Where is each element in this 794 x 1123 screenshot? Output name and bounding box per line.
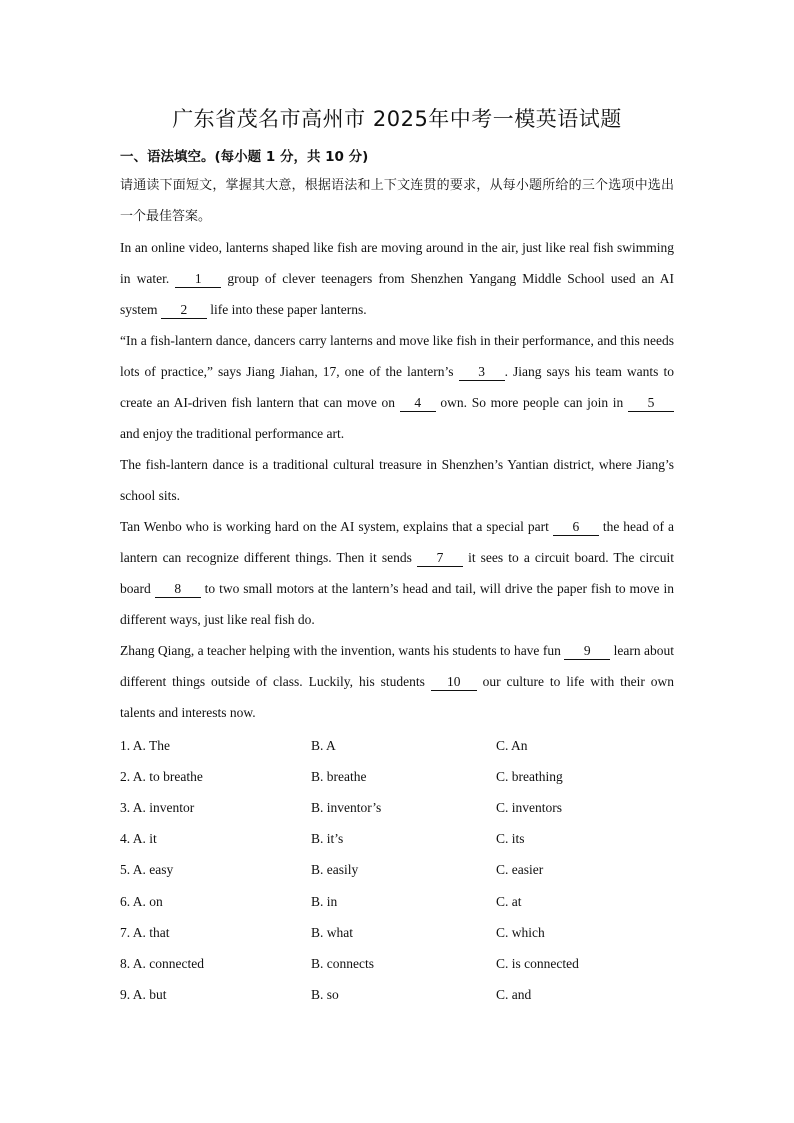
paragraph-5 xyxy=(120,635,674,728)
option-a: 5. A. easy xyxy=(120,862,174,878)
p5-text-c: our culture to life with their own talents and interests now. xyxy=(120,674,674,720)
p2-text-a: “In a fish-lantern dance, dancers carry lanterns and move like fish in their performance, and this needs lots of practice,” says Jiang Jiahan, 17, one of the lantern’s xyxy=(120,333,674,379)
passage xyxy=(120,170,674,728)
option-a: 1. A. The xyxy=(120,737,170,753)
option-c: C. and xyxy=(496,987,532,1003)
paragraph-3: The fish-lantern dance is a traditional cultural treasure in Shenzhen’s Yantian district, where Jiang’s school sits. xyxy=(120,457,674,503)
option-a: 4. A. it xyxy=(120,831,157,847)
p4-text-c: it sees to a circuit board. The circuit board xyxy=(120,550,674,596)
p2-text-d: and enjoy the traditional performance art. xyxy=(120,426,345,441)
option-c: C. is connected xyxy=(496,955,579,971)
option-a: 3. A. inventor xyxy=(120,799,195,815)
option-c: C. easier xyxy=(496,862,544,878)
p5-text-b: learn about different things outside of class. Luckily, his students xyxy=(120,643,674,689)
option-row xyxy=(120,980,680,1011)
instruction-text: 请通读下面短文，掌握其大意，根据语法和上下文连贯的要求，从每小题所给的三个选项中选出一个最佳答案。 xyxy=(120,178,674,224)
option-row xyxy=(120,792,680,823)
p1-text-a: In an online video, lanterns shaped like fish are moving around in the air, just like real fish swimming in water. xyxy=(120,240,674,286)
option-c: C. breathing xyxy=(496,768,563,784)
paragraph-1 xyxy=(120,232,674,325)
option-c: C. at xyxy=(496,893,522,909)
page-title: 广东省茂名市高州市 2025年中考一模英语试题 xyxy=(172,107,622,131)
option-b: B. what xyxy=(311,924,353,940)
p1-text-c: life into these paper lanterns. xyxy=(206,302,367,317)
option-b: B. inventor’s xyxy=(311,799,382,815)
blank-6: 6 xyxy=(553,519,599,536)
blank-7: 7 xyxy=(417,550,463,567)
option-a: 7. A. that xyxy=(120,924,170,940)
option-row xyxy=(120,761,680,792)
blank-2: 2 xyxy=(161,302,207,319)
option-a: 8. A. connected xyxy=(120,955,204,971)
option-row xyxy=(120,917,680,948)
option-a: 9. A. but xyxy=(120,987,167,1003)
p4-text-a: Tan Wenbo who is working hard on the AI system, explains that a special part xyxy=(120,519,553,534)
option-b: B. breathe xyxy=(311,768,367,784)
paragraph-4 xyxy=(120,511,674,635)
blank-10: 10 xyxy=(431,674,477,691)
option-row xyxy=(120,824,680,855)
option-b: B. it’s xyxy=(311,831,344,847)
option-row xyxy=(120,730,680,761)
option-a: 6. A. on xyxy=(120,893,163,909)
option-row xyxy=(120,886,680,917)
section-heading: 一、语法填空。(每小题 1 分，共 10 分) xyxy=(120,149,369,165)
p4-text-b: the head of a lantern can recognize different things. Then it sends xyxy=(120,519,674,565)
answer-options xyxy=(120,730,680,1011)
blank-4: 4 xyxy=(400,395,436,412)
option-c: C. An xyxy=(496,737,528,753)
option-row xyxy=(120,948,680,979)
blank-5: 5 xyxy=(628,395,674,412)
p1-text-b: group of clever teenagers from Shenzhen Yangang Middle School used an AI system xyxy=(120,271,674,317)
option-b: B. in xyxy=(311,893,338,909)
p2-text-c: own. So more people can join in xyxy=(435,395,628,410)
option-c: C. which xyxy=(496,924,545,940)
p5-text-a: Zhang Qiang, a teacher helping with the invention, wants his students to have fun xyxy=(120,643,565,658)
p4-text-d: to two small motors at the lantern’s head and tail, will drive the paper fish to move in different ways, just like real fish do. xyxy=(120,581,674,627)
option-b: B. A xyxy=(311,737,336,753)
option-row xyxy=(120,855,680,886)
blank-1: 1 xyxy=(175,271,221,288)
p2-text-b: . Jiang says his team wants to create an AI-driven fish lantern that can move on xyxy=(120,364,674,410)
option-b: B. so xyxy=(311,987,339,1003)
option-c: C. its xyxy=(496,831,525,847)
option-b: B. connects xyxy=(311,955,374,971)
paragraph-2 xyxy=(120,325,674,449)
blank-9: 9 xyxy=(564,643,610,660)
option-a: 2. A. to breathe xyxy=(120,768,203,784)
option-c: C. inventors xyxy=(496,799,562,815)
blank-3: 3 xyxy=(459,364,505,381)
option-b: B. easily xyxy=(311,862,359,878)
blank-8: 8 xyxy=(155,581,201,598)
